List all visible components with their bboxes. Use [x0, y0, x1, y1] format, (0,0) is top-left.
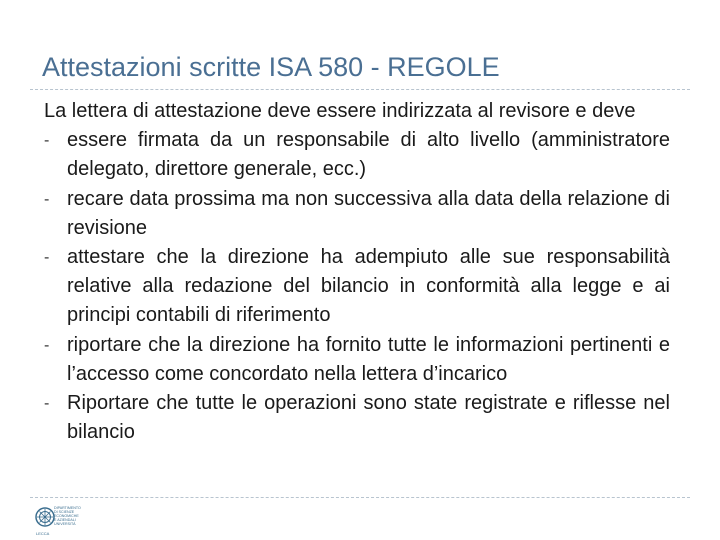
slide-title: Attestazioni scritte ISA 580 - REGOLE [42, 52, 500, 82]
bullet-marker: - [44, 249, 50, 267]
list-item [44, 331, 670, 389]
requirement-list [44, 126, 670, 447]
list-item [44, 243, 670, 331]
university-logo [34, 502, 96, 538]
slide-body [44, 97, 670, 447]
list-item-text: recare data prossima ma non successiva alla data della relazione di revisione [67, 187, 670, 239]
logo-text-line: DIPARTIMENTO [54, 506, 81, 510]
logo-text-line: ECONOMICHE [54, 514, 79, 518]
university-seal-icon [34, 506, 56, 530]
list-item [44, 126, 670, 184]
title-divider [30, 89, 690, 90]
list-item [44, 389, 670, 447]
logo-caption: LECCA [36, 531, 50, 536]
bullet-marker: - [44, 190, 50, 208]
list-item-text: attestare che la direzione ha adempiuto alle sue responsabilità relative alla redazione del bilancio in conformità alla legge e ai principi contabili di riferimento [67, 246, 670, 327]
list-item-text: riportare che la direzione ha fornito tutte le informazioni pertinenti e l’accesso come concordato nella lettera d’incarico [67, 333, 670, 385]
list-item-text: essere firmata da un responsabile di alto livello (amministratore delegato, direttore generale, ecc.) [67, 129, 670, 181]
logo-text-line: DI SCIENZE [54, 510, 75, 514]
footer-divider [30, 497, 690, 498]
bullet-marker: - [44, 132, 50, 150]
list-item [44, 185, 670, 243]
bullet-marker: - [44, 395, 50, 413]
intro-text: La lettera di attestazione deve essere indirizzata al revisore e deve [44, 100, 636, 122]
list-item-text: Riportare che tutte le operazioni sono state registrate e riflesse nel bilancio [67, 392, 670, 444]
logo-text-line: UNIVERSITÀ [54, 522, 76, 526]
bullet-marker: - [44, 336, 50, 354]
logo-text-line: E AZIENDALI [54, 518, 76, 522]
